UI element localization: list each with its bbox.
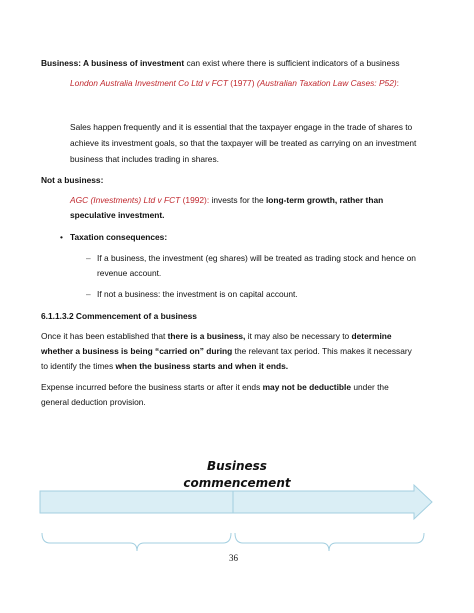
case2-name: AGC (Investments) Ltd v FCT [70, 195, 181, 205]
p3-l3a: to identify the times [41, 361, 116, 371]
dash-item-1-line-2: revenue account. [97, 268, 162, 278]
page-number: 36 [229, 553, 238, 563]
commencement-paragraph-line-1 [41, 330, 392, 343]
sales-paragraph-line-3: business that includes trading in shares. [70, 154, 219, 164]
right-brace [235, 533, 424, 551]
case2-year: (1992): [180, 195, 210, 205]
timeline-title-line-2: commencement [183, 476, 291, 490]
p3-l3b: when the business starts and when it ends. [115, 361, 289, 371]
case-citation-agc-line-2: speculative investment. [70, 210, 165, 220]
case1-source: (Australian Taxation Law Cases: P52) [256, 78, 397, 88]
p3-l2a: whether a business is being “carried on” [41, 346, 204, 356]
left-brace [42, 533, 231, 551]
dash-item-1-line-1: If a business, the investment (eg shares) will be treated as trading stock and hence on [97, 253, 416, 263]
p3-l2b: during [203, 346, 233, 356]
dash-item-2-line-1: If not a business: the investment is on capital account. [97, 289, 298, 299]
case2-bold-1: long-term growth, rather than [265, 195, 384, 205]
expense-paragraph-line-1 [41, 381, 389, 394]
sales-paragraph-line-1: Sales happen frequently and it is essential that the taxpayer engage in the trade of shares to [70, 122, 413, 132]
business-definition-bold: Business: A business of investment [41, 58, 185, 68]
bullet-marker: • [60, 232, 63, 242]
section-heading: 6.1.1.3.2 Commencement of a business [41, 311, 197, 321]
dash-marker-2: – [86, 289, 91, 299]
p4-l1b: may not be deductible [262, 382, 352, 392]
expense-paragraph-line-2: general deduction provision. [41, 397, 146, 407]
p4-l1c: under the [351, 382, 389, 392]
case-citation-agc-line-1 [70, 194, 383, 207]
not-business-heading: Not a business: [41, 175, 104, 185]
case-citation-london-australia [70, 77, 399, 90]
case1-year: (1977) [227, 78, 257, 88]
business-definition-text: can exist where there is sufficient indicators of a business [184, 58, 400, 68]
p3-l1b: there is a business, [167, 331, 246, 341]
timeline-title-line-1: Business [207, 459, 267, 473]
p3-l1c: it may also be necessary to [245, 331, 352, 341]
case1-name: London Australia Investment Co Ltd v FCT [70, 78, 228, 88]
timeline-arrow [40, 485, 432, 519]
p3-l2c: the relevant tax period. This makes it necessary [232, 346, 412, 356]
taxation-consequences-label: Taxation consequences: [70, 232, 168, 242]
p4-l1a: Expense incurred before the business starts or after it ends [41, 382, 263, 392]
p3-l1a: Once it has been established that [41, 331, 168, 341]
case2-text: invests for the [209, 195, 266, 205]
case1-colon: : [396, 78, 399, 88]
business-definition-line [41, 57, 400, 70]
commencement-paragraph-line-3 [41, 360, 288, 373]
dash-marker-1: – [86, 253, 91, 263]
p3-l1d: determine [351, 331, 392, 341]
commencement-paragraph-line-2 [41, 345, 412, 358]
sales-paragraph-line-2: achieve its investment goals, so that the taxpayer will be treated as carrying on an investment [70, 138, 417, 148]
